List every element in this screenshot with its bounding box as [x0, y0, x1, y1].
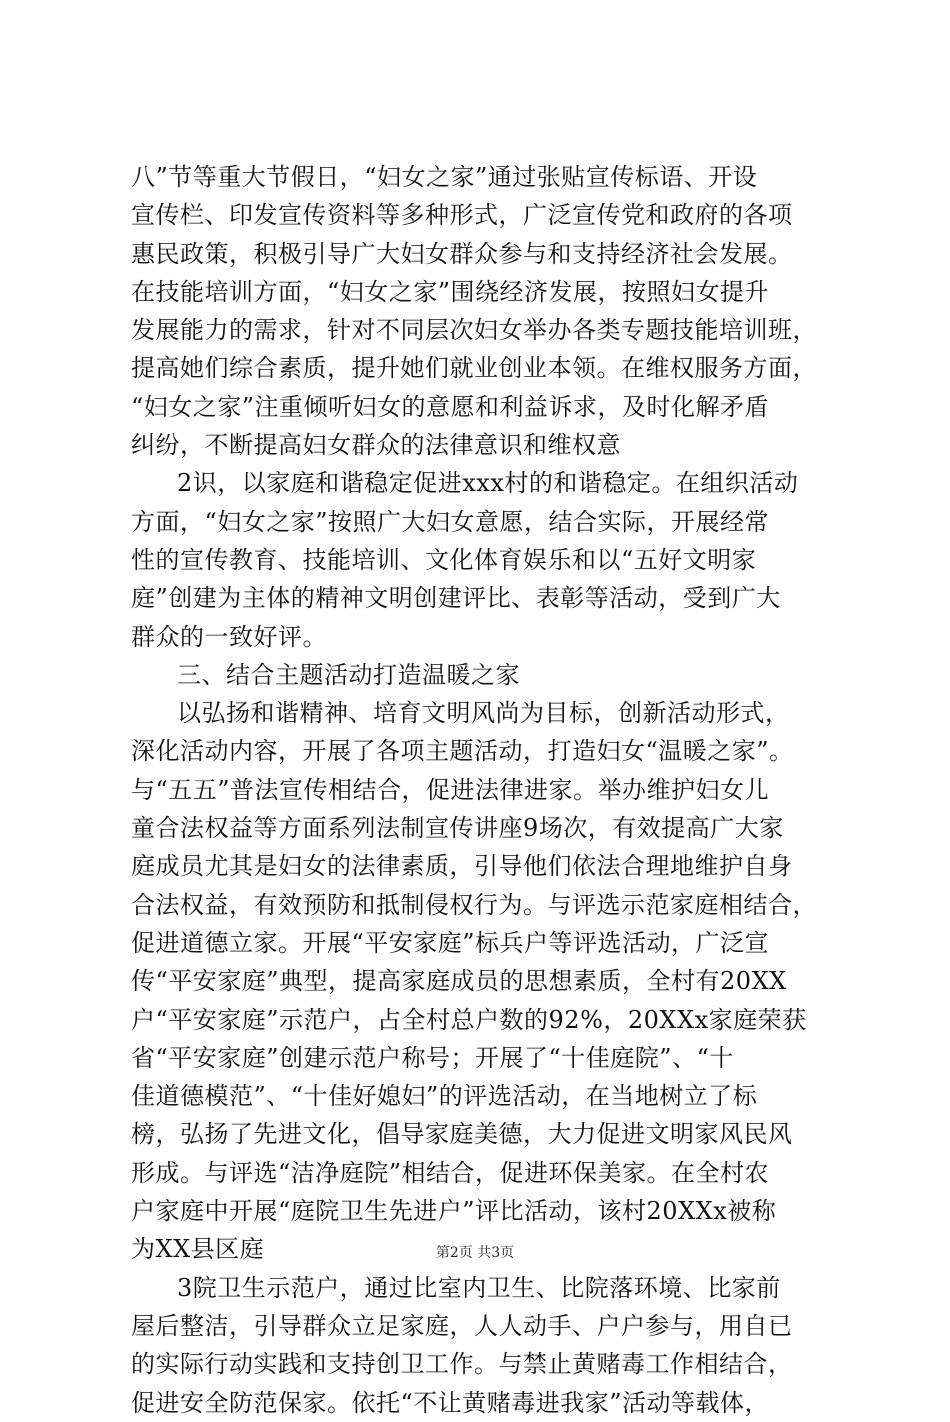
text-line: 庭成员尤其是妇女的法律素质，引导他们依法合理地维护自身	[131, 852, 793, 881]
text-line: 惠民政策，积极引导广大妇女群众参与和支持经济社会发展。	[131, 239, 793, 268]
text-line: 与“五五”普法宣传相结合，促进法律进家。举办维护妇女儿	[131, 775, 770, 804]
page-footer: 第2页 共3页	[435, 1245, 515, 1261]
document-body	[131, 158, 831, 1422]
text-line: 榜，弘扬了先进文化，倡导家庭美德，大力促进文明家风民风	[131, 1120, 793, 1149]
section-heading: 三、结合主题活动打造温暖之家	[177, 660, 520, 689]
text-line: 发展能力的需求，针对不同层次妇女举办各类专题技能培训班，	[131, 316, 817, 345]
text-line: 性的宣传教育、技能培训、文化体育娱乐和以“五好文明家	[131, 545, 757, 574]
text-line: “妇女之家”注重倾听妇女的意愿和利益诉求，及时化解矛盾	[131, 392, 770, 421]
text-line: 在技能培训方面，“妇女之家”围绕经济发展，按照妇女提升	[131, 277, 770, 306]
text-line: 屋后整洁，引导群众立足家庭，人人动手、户户参与，用自已	[131, 1311, 793, 1340]
text-line: 纠纷，不断提高妇女群众的法律意识和维权意	[131, 431, 621, 460]
text-line: 户家庭中开展“庭院卫生先进户”评比活动，该村20XXx被称	[131, 1197, 777, 1226]
text-line: 童合法权益等方面系列法制宣传讲座9场次，有效提高广大家	[131, 814, 784, 843]
text-line: 以弘扬和谐精神、培育文明风尚为目标，创新活动形式，	[177, 699, 790, 728]
text-line: 佳道德模范”、“十佳好媳妇”的评选活动，在当地树立了标	[131, 1082, 758, 1111]
text-line: 促进道德立家。开展“平安家庭”标兵户等评选活动，广泛宣	[131, 928, 770, 957]
text-line: 传“平安家庭”典型，提高家庭成员的思想素质，全村有20XX	[131, 967, 787, 996]
text-line: 的实际行动实践和支持创卫工作。与禁止黄赌毒工作相结合，	[131, 1350, 793, 1379]
text-line: 3院卫生示范户，通过比室内卫生、比院落环境、比家前	[177, 1273, 781, 1302]
text-line: 合法权益，有效预防和抵制侵权行为。与评选示范家庭相结合，	[131, 890, 817, 919]
text-line: 方面，“妇女之家”按照广大妇女意愿，结合实际，开展经常	[131, 507, 770, 536]
text-line: 省“平安家庭”创建示范户称号；开展了“十佳庭院”、“十	[131, 1043, 734, 1072]
text-line: 庭”创建为主体的精神文明创建评比、表彰等活动，受到广大	[131, 584, 781, 613]
text-line: 为XX县区庭	[131, 1235, 265, 1264]
text-line: 2识，以家庭和谐稳定促进xxx村的和谐稳定。在组织活动	[177, 469, 799, 498]
text-line: 深化活动内容，开展了各项主题活动，打造妇女“温暖之家”。	[131, 737, 794, 766]
text-line: 户“平安家庭”示范户，占全村总户数的92%，20XXx家庭荣获	[131, 1005, 807, 1034]
text-line: 提高她们综合素质，提升她们就业创业本领。在维权服务方面，	[131, 354, 817, 383]
text-line: 群众的一致好评。	[131, 622, 327, 651]
text-line: 促进安全防范保家。依托“不让黄赌毒进我家”活动等载体，	[131, 1388, 770, 1417]
text-line: 形成。与评选“洁净庭院”相结合，促进环保美家。在全村农	[131, 1158, 770, 1187]
text-line: 宣传栏、印发宣传资料等多种形式，广泛宣传党和政府的各项	[131, 201, 793, 230]
text-line: 八”节等重大节假日，“妇女之家”通过张贴宣传标语、开设	[131, 163, 758, 191]
